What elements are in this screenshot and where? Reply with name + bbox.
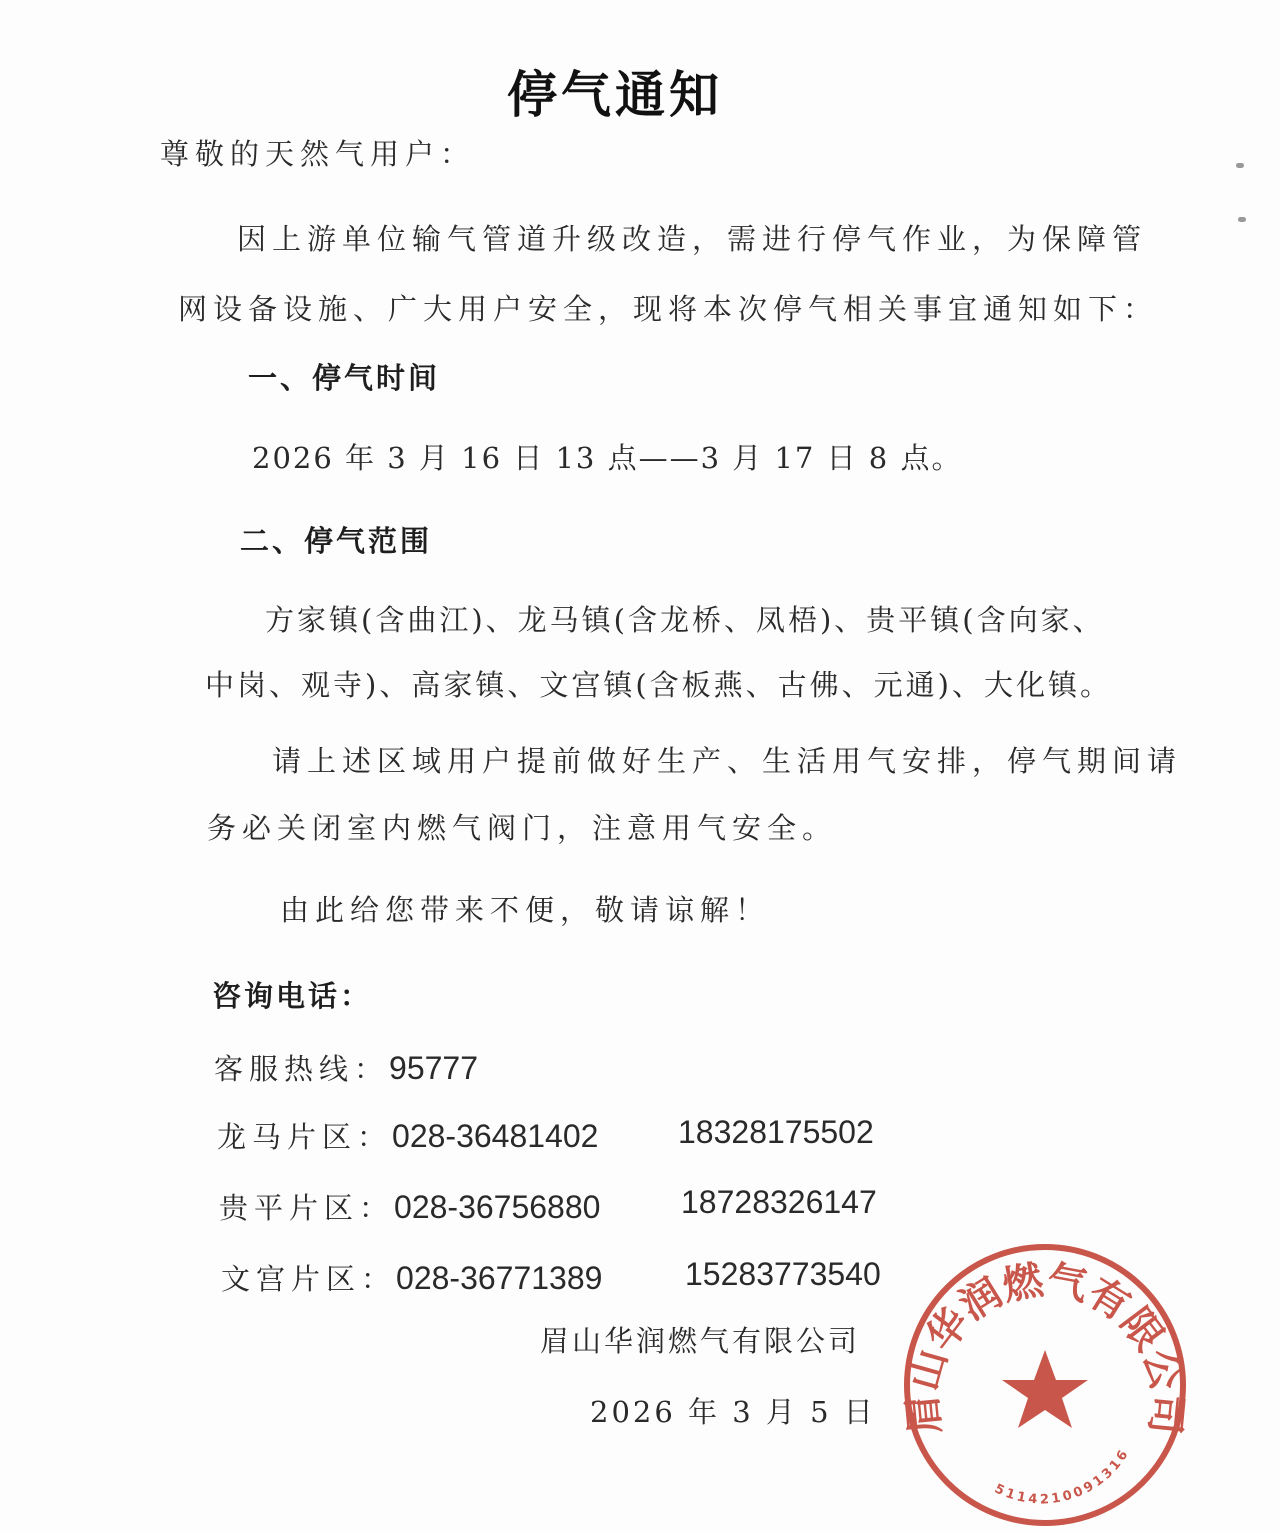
request-line-1: 请上述区域用户提前做好生产、生活用气安排，停气期间请 — [272, 744, 1183, 778]
area-mobile: 18728326147 — [681, 1184, 877, 1220]
signature-company: 眉山华润燃气有限公司 — [540, 1324, 861, 1358]
contact-heading: 咨询电话： — [212, 979, 373, 1013]
section1-heading: 一、停气时间 — [248, 361, 441, 395]
intro-line-1: 因上游单位输气管道升级改造，需进行停气作业，为保障管 — [237, 222, 1148, 256]
scope-line-1: 方家镇(含曲江)、龙马镇(含龙桥、凤梧)、贵平镇(含向家、 — [265, 603, 1105, 637]
signature-date: 2026 年 3 月 5 日 — [590, 1395, 876, 1429]
document-title: 停气通知 — [507, 66, 723, 124]
area-mobile: 18328175502 — [678, 1114, 874, 1150]
area-phone: 028-36756880 — [394, 1189, 601, 1225]
intro-line-2: 网设备设施、广大用户安全，现将本次停气相关事宜通知如下： — [178, 292, 1159, 326]
apology: 由此给您带来不便，敬请谅解！ — [280, 893, 771, 927]
scan-speck — [1236, 163, 1244, 168]
area-phone: 028-36771389 — [396, 1260, 603, 1296]
outage-time: 2026 年 3 月 16 日 13 点——3 月 17 日 8 点。 — [252, 441, 963, 475]
area-row — [217, 1120, 598, 1152]
hotline-row — [214, 1052, 478, 1084]
area-row — [219, 1191, 600, 1223]
hotline-number: 95777 — [389, 1050, 478, 1086]
company-seal — [900, 1240, 1190, 1530]
seal-text: 眉山华润燃气有限公司 — [900, 1257, 1190, 1437]
area-row — [221, 1262, 602, 1294]
area-phone: 028-36481402 — [392, 1118, 599, 1154]
area-label: 文宫片区： — [221, 1262, 397, 1296]
scope-line-2: 中岗、观寺)、高家镇、文宫镇(含板燕、古佛、元通)、大化镇。 — [205, 668, 1112, 702]
hotline-label: 客服热线： — [214, 1052, 390, 1086]
area-mobile: 15283773540 — [685, 1256, 881, 1292]
seal-code: 5114210091316 — [992, 1445, 1133, 1508]
area-label: 贵平片区： — [219, 1191, 395, 1225]
request-line-2: 务必关闭室内燃气阀门，注意用气安全。 — [207, 811, 838, 845]
greeting: 尊敬的天然气用户： — [160, 137, 476, 171]
section2-heading: 二、停气范围 — [240, 524, 433, 558]
area-label: 龙马片区： — [217, 1120, 393, 1154]
star-icon — [1002, 1350, 1088, 1428]
scan-speck — [1238, 217, 1246, 222]
